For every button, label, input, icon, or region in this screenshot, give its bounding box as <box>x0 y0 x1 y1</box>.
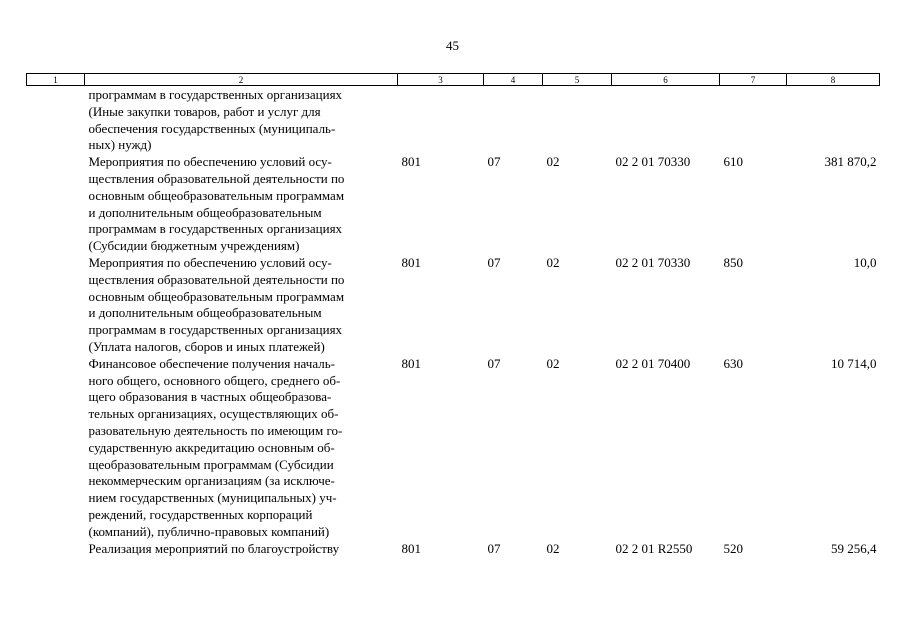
header-col-6: 6 <box>612 74 720 86</box>
name-line: программам в государственных организациях <box>88 221 343 237</box>
empty-cell <box>27 356 85 541</box>
name-line: ществления образовательной деятельности по <box>88 170 345 186</box>
name-line: (компаний), публично-правовых компаний) <box>88 523 330 539</box>
ministry-code: 801 <box>401 540 421 556</box>
target-article-code: 02 2 01 70330 <box>615 254 691 270</box>
section-code: 07 <box>487 355 501 371</box>
expense-type-code: 850 <box>723 254 743 270</box>
name-line: ществления образовательной деятельности по <box>88 271 345 287</box>
name-line: основным общеобразовательным программам <box>88 187 345 203</box>
name-line: Мероприятия по обеспечению условий осу- <box>88 254 332 270</box>
header-col-2: 2 <box>85 74 398 86</box>
page-number: 45 <box>446 38 459 53</box>
name-line: программам в государственных организациях <box>88 87 343 102</box>
table-row <box>27 154 880 255</box>
budget-table <box>26 73 880 557</box>
name-line: нием государственных (муниципальных) уч- <box>88 490 337 506</box>
name-line: щеобразовательным программам (Субсидии <box>88 456 334 472</box>
name-line: ных) нужд) <box>88 137 152 153</box>
subsection-code <box>543 86 612 155</box>
target-article-code <box>612 86 720 155</box>
header-col-1: 1 <box>27 74 85 86</box>
target-article-code: 02 2 01 70400 <box>615 355 691 371</box>
table-row <box>27 255 880 356</box>
name-line: Реализация мероприятий по благоустройству <box>88 540 340 556</box>
expense-type-code <box>720 86 787 155</box>
header-col-3: 3 <box>398 74 484 86</box>
name-line: (Уплата налогов, сборов и иных платежей) <box>88 338 325 354</box>
name-line: (Субсидии бюджетным учреждениям) <box>88 238 300 254</box>
name-line: Финансовое обеспечение получения началь- <box>88 355 335 371</box>
name-line: щего образования в частных общеобразова- <box>88 389 332 405</box>
expense-name <box>85 154 398 255</box>
section-code <box>484 86 543 155</box>
empty-cell <box>27 154 85 255</box>
amount: 381 870,2 <box>824 154 877 170</box>
name-line: программам в государственных организациях <box>88 322 343 338</box>
subsection-code: 02 <box>546 254 560 270</box>
name-line: основным общеобразовательным программам <box>88 288 345 304</box>
name-line: Мероприятия по обеспечению условий осу- <box>88 154 332 170</box>
name-line: обеспечения государственных (муниципаль- <box>88 120 336 136</box>
expense-type-code: 520 <box>723 540 743 556</box>
amount <box>787 86 880 155</box>
ministry-code: 801 <box>401 355 421 371</box>
target-article-code: 02 2 01 70330 <box>615 154 691 170</box>
name-line: и дополнительным общеобразовательным <box>88 204 322 220</box>
name-line: разовательную деятельность по имеющим го- <box>88 422 343 438</box>
amount: 10,0 <box>853 254 877 270</box>
subsection-code: 02 <box>546 154 560 170</box>
amount: 10 714,0 <box>831 355 877 371</box>
ministry-code: 801 <box>401 154 421 170</box>
table-row <box>27 541 880 558</box>
name-line: и дополнительным общеобразовательным <box>88 305 322 321</box>
name-line: сударственную аккредитацию основным об- <box>88 439 335 455</box>
section-code: 07 <box>487 540 501 556</box>
expense-name <box>85 86 398 155</box>
name-line: тельных организациях, осуществляющих об- <box>88 406 339 422</box>
ministry-code: 801 <box>401 254 421 270</box>
expense-type-code: 630 <box>723 355 743 371</box>
table-row <box>27 356 880 541</box>
target-article-code: 02 2 01 R2550 <box>615 540 693 556</box>
amount: 59 256,4 <box>831 540 877 556</box>
header-col-8: 8 <box>787 74 880 86</box>
subsection-code: 02 <box>546 540 560 556</box>
empty-cell <box>27 255 85 356</box>
expense-name <box>85 255 398 356</box>
section-code: 07 <box>487 254 501 270</box>
section-code: 07 <box>487 154 501 170</box>
expense-name <box>85 541 398 558</box>
name-line: некоммерческим организациям (за исключе- <box>88 473 335 489</box>
header-col-5: 5 <box>543 74 612 86</box>
subsection-code: 02 <box>546 355 560 371</box>
name-line: реждений, государственных корпораций <box>88 506 313 522</box>
column-number-header <box>27 74 880 86</box>
header-col-7: 7 <box>720 74 787 86</box>
ministry-code <box>398 86 484 155</box>
expense-name <box>85 356 398 541</box>
header-col-4: 4 <box>484 74 543 86</box>
table-row <box>27 86 880 155</box>
name-line: (Иные закупки товаров, работ и услуг для <box>88 103 321 119</box>
empty-cell <box>27 541 85 558</box>
empty-cell <box>27 86 85 155</box>
name-line: ного общего, основного общего, среднего об- <box>88 372 341 388</box>
expense-type-code: 610 <box>723 154 743 170</box>
